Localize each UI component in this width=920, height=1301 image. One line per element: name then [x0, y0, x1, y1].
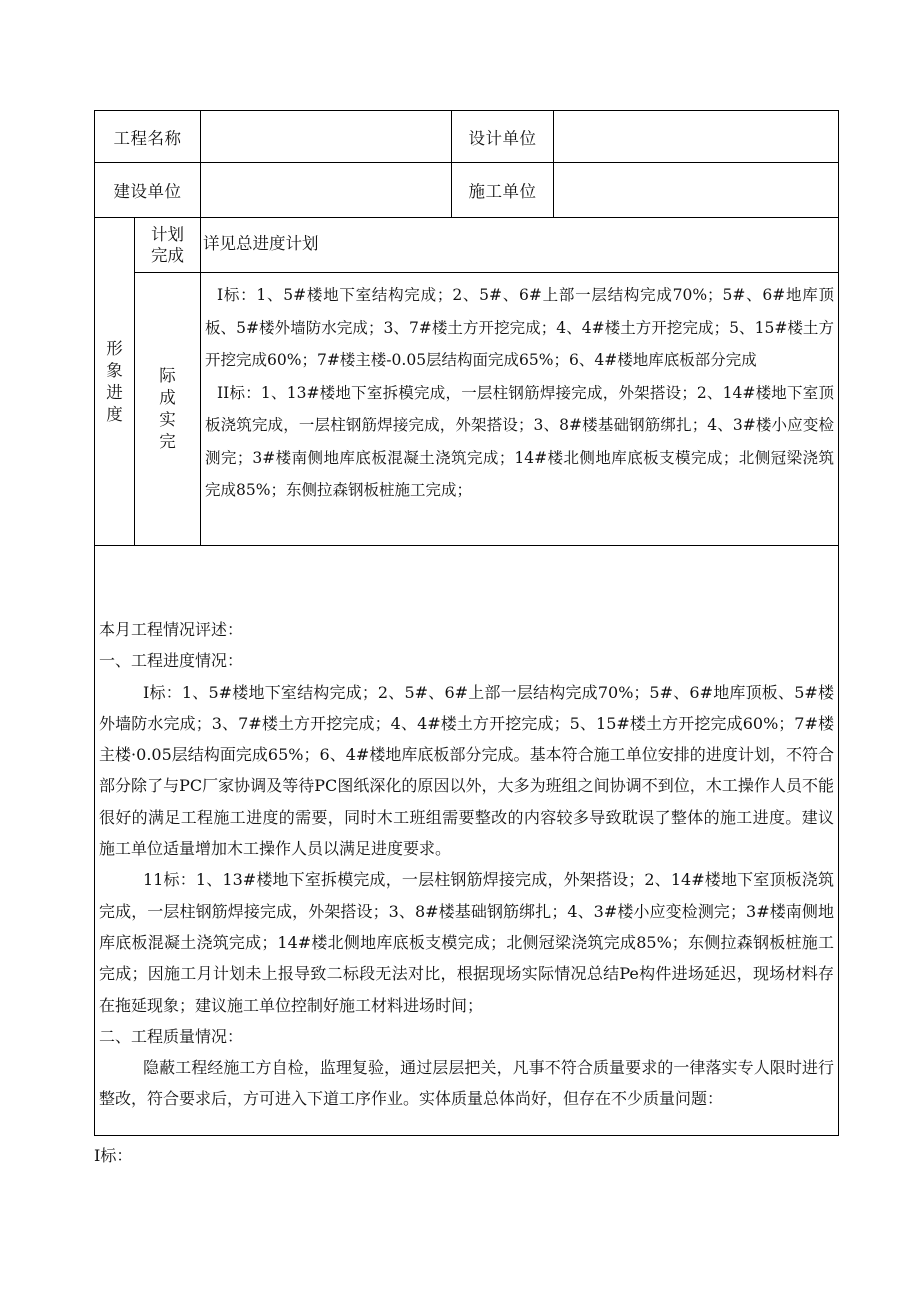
- actual-paragraph-bid-1: I标：1、5#楼地下室结构完成；2、5#、6#上部一层结构完成70%；5#、6#地库顶板、5#楼外墙防水完成；3、7#楼土方开挖完成；4、4#楼土方开挖完成；5、15#楼土方开挖完成60%；7#楼主楼-0.05层结构面完成65%；6、4#楼地库底板部分完成: [205, 286, 834, 369]
- plan-label-line: 计划: [151, 225, 184, 244]
- progress-label-char: 进: [106, 382, 123, 402]
- row-builder-contractor: [95, 163, 839, 218]
- project-name-value: [201, 111, 452, 163]
- actual-progress-text: [201, 273, 839, 546]
- monthly-summary: [95, 546, 839, 1136]
- progress-label-char: 度: [106, 404, 123, 424]
- row-actual: [95, 273, 839, 546]
- builder-value: [201, 163, 452, 218]
- actual-label-char: 完: [159, 432, 176, 451]
- progress-label-char: 象: [106, 360, 123, 380]
- plan-label-line: 完成: [151, 246, 184, 265]
- design-unit-label: 设计单位: [452, 111, 554, 163]
- progress-label: [95, 218, 135, 546]
- progress-label-char: 形: [106, 338, 123, 358]
- actual-label-char: 实: [159, 410, 176, 429]
- section1-paragraph-1: I标：1、5#楼地下室结构完成；2、5#、6#上部一层结构完成70%；5#、6#地库顶板、5#楼外墙防水完成；3、7#楼土方开挖完成；4、4#楼土方开挖完成；5、15#楼土方开挖完成60%；7#楼主楼·0.05层结构面完成65%；6、4#楼地库底板部分完成。基本符合施工单位安排的进度计划，不符合部分除了与PC厂家协调及等待PC图纸深化的原因以外，大多为班组之间协调不到位，木工操作人员不能很好的满足工程施工进度的需要，同时木工班组需要整改的内容较多导致耽误了整体的施工进度。建议施工单位适量增加木工操作人员以满足进度要求。: [99, 682, 834, 859]
- actual-label-char: 成: [159, 388, 176, 407]
- section1-paragraph-2: 11标：1、13#楼地下室拆模完成，一层柱钢筋焊接完成，外架搭设；2、14#楼地下室顶板浇筑完成，一层柱钢筋焊接完成，外架搭设；3、8#楼基础钢筋绑扎；4、3#楼小应变检测完；3#楼南侧地库底板混凝土浇筑完成；14#楼北侧地库底板支模完成；北侧冠梁浇筑完成85%；东侧拉森钢板桩施工完成；因施工月计划未上报导致二标段无法对比，根据现场实际情况总结Pe构件进场延迟，现场材料存在拖延现象；建议施工单位控制好施工材料进场时间；: [99, 870, 834, 1015]
- plan-value: 详见总进度计划: [201, 218, 839, 273]
- contractor-value: [554, 163, 839, 218]
- contractor-label: 施工单位: [452, 163, 554, 218]
- footer-bid-label: I标：: [94, 1146, 133, 1165]
- section2-title: 二、工程质量情况：: [99, 1026, 244, 1046]
- project-name-label: 工程名称: [95, 111, 201, 163]
- row-summary: [95, 546, 839, 1136]
- row-project-design: [95, 111, 839, 163]
- plan-label: [135, 218, 201, 273]
- actual-label: [135, 273, 201, 546]
- progress-report-table: [94, 110, 839, 1136]
- summary-heading: 本月工程情况评述：: [99, 620, 244, 639]
- section1-title: 一、工程进度情况：: [99, 651, 244, 671]
- section2-paragraph-1: 隐蔽工程经施工方自检，监理复验，通过层层把关，凡事不符合质量要求的一律落实专人限时进行整改，符合要求后，方可进入下道工序作业。实体质量总体尚好，但存在不少质量问题：: [99, 1058, 834, 1109]
- row-plan: [95, 218, 839, 273]
- actual-label-char: 际: [159, 366, 176, 385]
- design-unit-value: [554, 111, 839, 163]
- actual-paragraph-bid-2: II标：1、13#楼地下室拆模完成，一层柱钢筋焊接完成，外架搭设；2、14#楼地下室顶板浇筑完成，一层柱钢筋焊接完成，外架搭设；3、8#楼基础钢筋绑扎；4、3#楼小应变检测完；3#楼南侧地库底板混凝土浇筑完成；14#楼北侧地库底板支模完成；北侧冠梁浇筑完成85%；东侧拉森钢板桩施工完成；: [205, 383, 834, 499]
- builder-label: 建设单位: [95, 163, 201, 218]
